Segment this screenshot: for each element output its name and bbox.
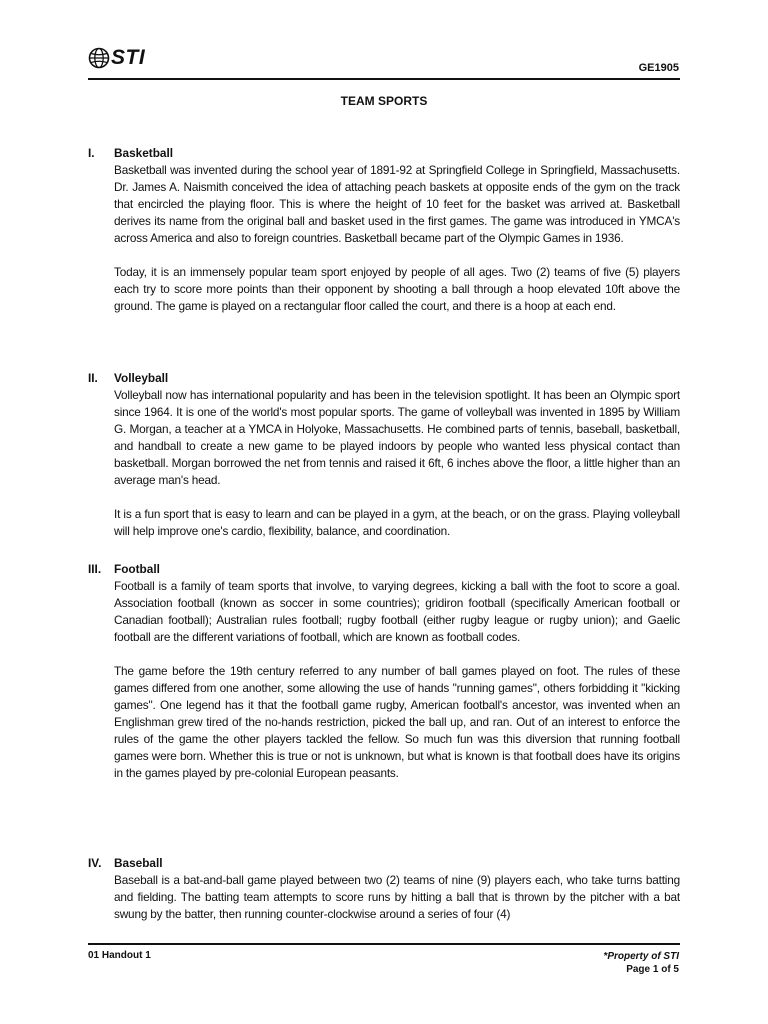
section-heading: Basketball [114, 146, 174, 160]
sti-logo [88, 47, 145, 69]
section-numeral: II. [88, 371, 98, 385]
section-numeral: IV. [88, 856, 102, 870]
section-paragraph: It is a fun sport that is easy to learn and can be played in a gym, at the beach, or on the grass. Playing volleyball will help improve one's cardio, flexibility, balance, and coordination. [114, 507, 680, 538]
handout-label: 01 Handout 1 [88, 950, 151, 961]
property-label: *Property of STI [603, 951, 679, 962]
section-paragraph: Volleyball now has international popularity and has been in the television spotlight. It has been an Olympic sport since 1964. It is one of the world's most popular sports. The game of volleyball was invented in 1895 by William G. Morgan, a teacher at a YMCA in Holyoke, Massachusetts. He combined parts of tennis, baseball, basketball, and handball to create a new game to be played indoors by people who wanted less physical contact than basketball. Morgan borrowed the net from tennis and raised it 6ft, 6 inches above the floor, a little higher than an average man's head. [114, 388, 680, 487]
section-heading: Football [114, 562, 160, 576]
logo-text: STI [111, 46, 146, 69]
section-heading: Volleyball [114, 371, 169, 385]
section-basketball [88, 145, 680, 315]
section-paragraph: The game before the 19th century referred to any number of ball games played on foot. The rules of these games differed from one another, some allowing the use of hands "running games", others forbidding it "kicking games". One legend has it that the football game rugby, American football's ancestor, was invented when an Englishman grew tired of the no-hands restriction, picked the ball up, and ran. Out of an interest to enforce the rules of the game the other players tackled the fellow. So much fun was this diversion that running football games were born. Whether this is true or not is unknown, but what is known is that football does have its origins in the games played by pre-colonial European peasants. [114, 664, 680, 780]
section-football [88, 561, 680, 782]
section-paragraph: Football is a family of team sports that involve, to varying degrees, kicking a ball with the foot to score a goal. Association football (known as soccer in some countries); gridiron football (specifically American football or Canadian football); Australian rules football; rugby football (either rugby league or rugby union); and Gaelic football are the different variations of football, which are known as football codes. [114, 579, 680, 644]
section-numeral: I. [88, 146, 95, 160]
section-paragraph: Basketball was invented during the school year of 1891-92 at Springfield College in Springfield, Massachusetts. Dr. James A. Naismith conceived the idea of attaching peach baskets at opposite ends of the gym on the track that encircled the playing floor. This is where the height of 10 feet for the basket was arrived at. Basketball derives its name from the original ball and basket used in the first games. The game was introduced in YMCA's across America and also to foreign countries. Basketball became part of the Olympic Games in 1936. [114, 163, 680, 245]
document-code: GE1905 [638, 62, 679, 74]
section-volleyball [88, 370, 680, 540]
globe-icon [88, 47, 110, 69]
page-number: Page 1 of 5 [626, 964, 679, 975]
section-paragraph: Today, it is an immensely popular team sport enjoyed by people of all ages. Two (2) teams of five (5) players each try to score more points than their opponent by shooting a ball through a hoop elevated 10ft above the ground. The game is played on a rectangular floor called the court, and there is a hoop at each end. [114, 265, 680, 313]
section-paragraph: Baseball is a bat-and-ball game played between two (2) teams of nine (9) players each, who take turns batting and fielding. The batting team attempts to score runs by hitting a ball that is thrown by the pitcher with a bat swung by the batter, then running counter-clockwise around a series of four (4) [114, 873, 680, 921]
section-baseball [88, 855, 680, 923]
section-numeral: III. [88, 562, 102, 576]
footer-divider [88, 943, 680, 945]
page-title: TEAM SPORTS [340, 94, 428, 108]
header-divider [88, 78, 680, 80]
footer-info [603, 950, 679, 976]
section-heading: Baseball [114, 856, 163, 870]
